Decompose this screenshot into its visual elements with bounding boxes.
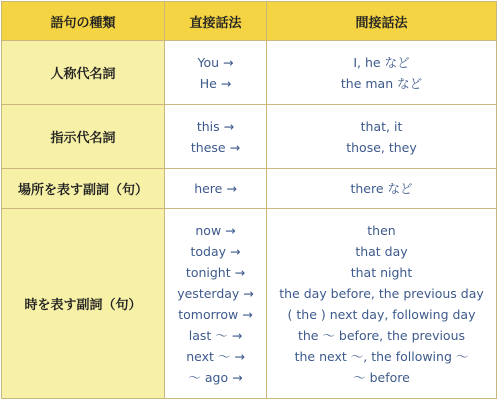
indirect-item: then	[367, 222, 396, 238]
category-cell: 場所を表す副詞（句）	[2, 169, 165, 209]
indirect-item: the ～ before, the previous	[297, 327, 466, 343]
direct-item: tomorrow →	[178, 306, 253, 322]
indirect-cell	[267, 209, 497, 399]
table-row	[2, 209, 497, 399]
table-row	[2, 105, 497, 169]
category-cell: 時を表す副詞（句）	[2, 209, 165, 399]
indirect-item: those, they	[346, 139, 417, 155]
direct-item: tonight →	[185, 264, 246, 280]
direct-item: He →	[199, 75, 232, 91]
indirect-item: that, it	[360, 118, 403, 134]
direct-item: here →	[194, 181, 237, 196]
direct-item: these →	[190, 139, 241, 155]
category-cell: 指示代名詞	[2, 105, 165, 169]
direct-item: yesterday →	[177, 285, 254, 301]
indirect-item: there など	[350, 181, 413, 196]
indirect-item: that night	[350, 264, 413, 280]
indirect-item: ～ before	[353, 369, 410, 385]
table-row	[2, 41, 497, 105]
header-indirect-speech: 間接話法	[267, 2, 497, 41]
indirect-item: the next ～, the following ～	[294, 348, 469, 364]
indirect-cell	[267, 169, 497, 209]
header-direct-speech: 直接話法	[165, 2, 267, 41]
direct-cell	[165, 169, 267, 209]
direct-item: today →	[190, 243, 241, 259]
direct-item: ～ ago →	[188, 369, 243, 385]
direct-item: next ～ →	[186, 348, 245, 364]
direct-item: last ～ →	[188, 327, 243, 343]
indirect-item: the day before, the previous day	[279, 285, 484, 301]
indirect-cell	[267, 105, 497, 169]
table-row	[2, 169, 497, 209]
header-row	[2, 2, 497, 41]
indirect-item: ( the ) next day, following day	[287, 306, 476, 322]
header-word-type: 語句の種類	[2, 2, 165, 41]
indirect-item: the man など	[340, 75, 423, 91]
indirect-cell	[267, 41, 497, 105]
direct-cell	[165, 105, 267, 169]
indirect-item: I, he など	[353, 54, 410, 70]
direct-item: now →	[195, 222, 236, 238]
speech-conversion-table	[1, 1, 497, 399]
direct-item: this →	[196, 118, 235, 134]
category-cell: 人称代名詞	[2, 41, 165, 105]
direct-cell	[165, 209, 267, 399]
direct-item: You →	[197, 54, 234, 70]
direct-cell	[165, 41, 267, 105]
indirect-item: that day	[355, 243, 408, 259]
